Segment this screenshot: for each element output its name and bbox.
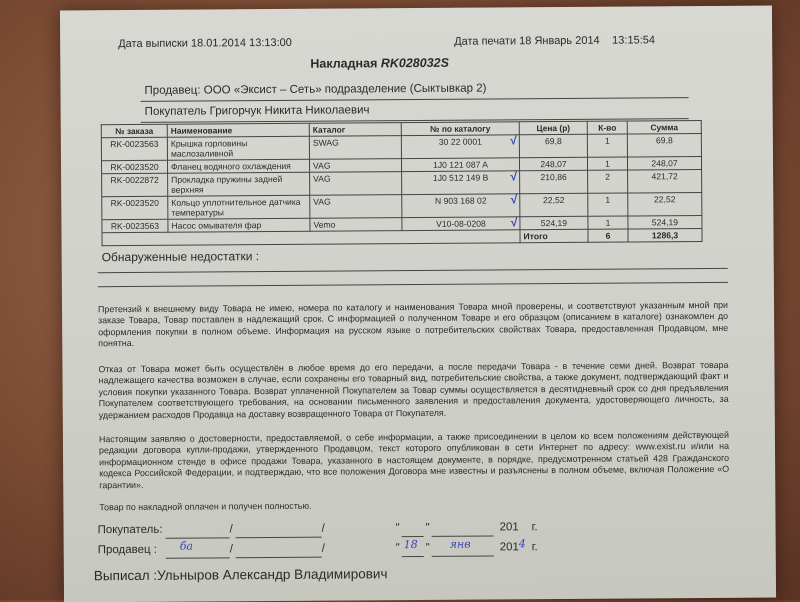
issuer-name: Выписал :Ульныров Александр Владимирович	[93, 566, 388, 584]
col-qty: К-во	[587, 121, 627, 134]
check-mark-icon: √	[510, 192, 518, 207]
catalog-cell: VAG	[309, 159, 401, 173]
sum-cell: 22,52	[628, 193, 702, 217]
buyer-day-line	[402, 536, 424, 537]
seller-date-quote-close: "	[425, 541, 430, 554]
print-time: 13:15:54	[612, 34, 656, 47]
part-cell	[401, 158, 519, 172]
buyer-year: 201	[499, 521, 519, 534]
total-sum: 1286,3	[628, 229, 702, 243]
print-date: Дата печати 18 Январь 2014	[454, 34, 600, 48]
paragraph-acceptance: Претензий к внешнему виду Товара не имею, номера по каталогу и наименования Товара мной проверены, и соответствуют указанным мной при заказе Товара, Товар поставлен в надлежащий срок. С информацией о полученном Товаре и его образцом (описанием в каталоге) ознакомлен до оформления покупки в полном объеме. Информация на русском языке о потребительских свойствах Товара, предоставленная Продавцом, мне понятна.	[97, 299, 729, 349]
catalog-cell: VAG	[310, 172, 402, 196]
buyer-name-line	[236, 537, 322, 539]
price-cell: 22,52	[520, 193, 588, 216]
name-cell: Насос омывателя фар	[168, 218, 310, 232]
part-cell	[402, 217, 520, 231]
catalog-cell: VAG	[310, 195, 402, 219]
buyer-date-quote-close: "	[425, 521, 430, 534]
sum-cell: 421,72	[628, 170, 702, 194]
seller-year: 201	[499, 541, 519, 554]
buyer-date-quote: "	[395, 522, 400, 535]
invoice-paper	[60, 6, 776, 602]
qty-cell: 1	[588, 216, 628, 229]
price-cell: 210,86	[520, 170, 588, 193]
seller-signature: ба	[179, 539, 194, 553]
seller-slash-end: /	[321, 542, 325, 555]
total-label: Итого	[520, 229, 588, 242]
invoice-number: RK028032S	[380, 55, 449, 71]
seller-date-quote: "	[395, 542, 400, 555]
issue-date: Дата выписки 18.01.2014 13:13:00	[118, 36, 292, 51]
col-part: № по каталогу	[401, 122, 519, 136]
buyer-year-end: г.	[531, 521, 538, 534]
qty-cell: 1	[587, 134, 627, 157]
col-name: Наименование	[167, 123, 309, 137]
price-cell: 69,8	[519, 134, 587, 157]
defects-label: Обнаруженные недостатки :	[101, 249, 260, 265]
seller-day: 18	[403, 538, 418, 552]
order-cell: RK-0023563	[102, 219, 168, 232]
part-number: N 903 168 02	[434, 195, 487, 206]
seller-month: янв	[449, 537, 471, 551]
total-row	[102, 229, 702, 246]
order-cell: RK-0023520	[102, 196, 168, 219]
seller-signature-line	[166, 557, 230, 558]
order-cell: RK-0023563	[101, 137, 167, 160]
col-catalog: Каталог	[309, 123, 401, 137]
part-number: V10-08-0208	[436, 218, 486, 229]
seller-underline	[141, 97, 689, 102]
part-number: 30 22 0001	[438, 136, 482, 147]
name-cell: Кольцо уплотнительное датчика температуры	[168, 195, 310, 219]
check-mark-icon: √	[510, 133, 517, 148]
part-number: 1J0 512 149 B	[432, 172, 489, 183]
part-number: 1J0 121 087 A	[433, 159, 489, 170]
sum-cell: 524,19	[628, 216, 702, 230]
seller-month-line	[432, 555, 494, 556]
col-price: Цена (р)	[519, 121, 587, 134]
total-qty: 6	[588, 229, 628, 242]
qty-cell: 1	[588, 193, 628, 216]
part-cell	[402, 194, 520, 218]
sum-cell: 69,8	[627, 134, 701, 158]
buyer-slash-end: /	[321, 522, 325, 535]
invoice-title-prefix: Накладная	[310, 56, 381, 71]
part-cell	[401, 135, 519, 159]
check-mark-icon: √	[510, 169, 518, 184]
seller-name: Продавец: ООО «Эксист – Сеть» подразделение (Сыктывкар 2)	[144, 82, 487, 97]
name-cell: Крышка горловины маслозаливной	[167, 136, 309, 160]
defects-line-2	[98, 282, 728, 287]
buyer-signature-line	[166, 537, 230, 538]
buyer-signature-label: Покупатель:	[97, 523, 163, 537]
order-cell: RK-0023520	[101, 160, 167, 173]
seller-year-digit: 4	[518, 537, 526, 551]
qty-cell: 1	[587, 157, 627, 170]
seller-signature-label: Продавец :	[97, 543, 158, 557]
seller-year-end: г.	[531, 541, 538, 554]
name-cell: Прокладка пружины задней верхняя	[168, 172, 310, 196]
price-cell: 248,07	[519, 157, 587, 170]
invoice-title	[310, 56, 449, 71]
order-cell: RK-0022872	[102, 173, 168, 196]
catalog-cell: Vemo	[310, 218, 402, 232]
catalog-cell: SWAG	[309, 136, 401, 160]
seller-name-line	[236, 557, 322, 559]
buyer-slash: /	[229, 523, 233, 536]
paragraph-paid: Товар по накладной оплачен и получен полностью.	[99, 500, 312, 513]
seller-slash: /	[229, 543, 233, 556]
items-table	[101, 120, 703, 246]
part-cell	[402, 171, 520, 195]
sum-cell: 248,07	[627, 157, 701, 171]
paragraph-agreement: Настоящим заявляю о достоверности, предоставляемой, о себе информации, а также присоединении в целом ко всем положениям действующей редакции договора купли-продажи, утвержденного Продавцом, текст которого опубликован в сети Интернет по адресу: www.exist.ru и/или на информационном стенде в офисе продажи Товара, указанного в настоящем документе, в порядке, предусмотренном статьей 428 Гражданского кодекса Российской Федерации, и подтверждаю, что все положения Договора мне известны и разъяснены в полном объеме, включая Положение «О гарантии».	[98, 429, 730, 490]
paragraph-return: Отказ от Товара может быть осуществлён в любое время до его передачи, а после передачи Товара - в течение семи дней. Возврат товара надлежащего качества возможен в случае, если сохранены его товарный вид, потребительские свойства, а также документ, подтверждающий факт и условия покупки указанного Товара. Возврат уплаченной Покупателем за Товар суммы осуществляется в десятидневный срок со дня предъявления Покупателем соответствующего требования, на основании письменного заявления и предоставления документа, удостоверяющего личность, за удержанием расходов Продавца на доставку возвращенного Товара от Покупателя.	[98, 359, 729, 420]
price-cell: 524,19	[520, 216, 588, 229]
col-sum: Сумма	[627, 121, 701, 135]
check-mark-icon: √	[510, 215, 518, 230]
defects-line-1	[98, 268, 728, 273]
col-order: № заказа	[101, 124, 167, 137]
seller-day-line	[402, 556, 424, 557]
buyer-name: Покупатель Григорчук Никита Николаевич	[144, 104, 370, 118]
name-cell: Фланец водяного охлаждения	[167, 159, 309, 173]
qty-cell: 2	[588, 170, 628, 193]
